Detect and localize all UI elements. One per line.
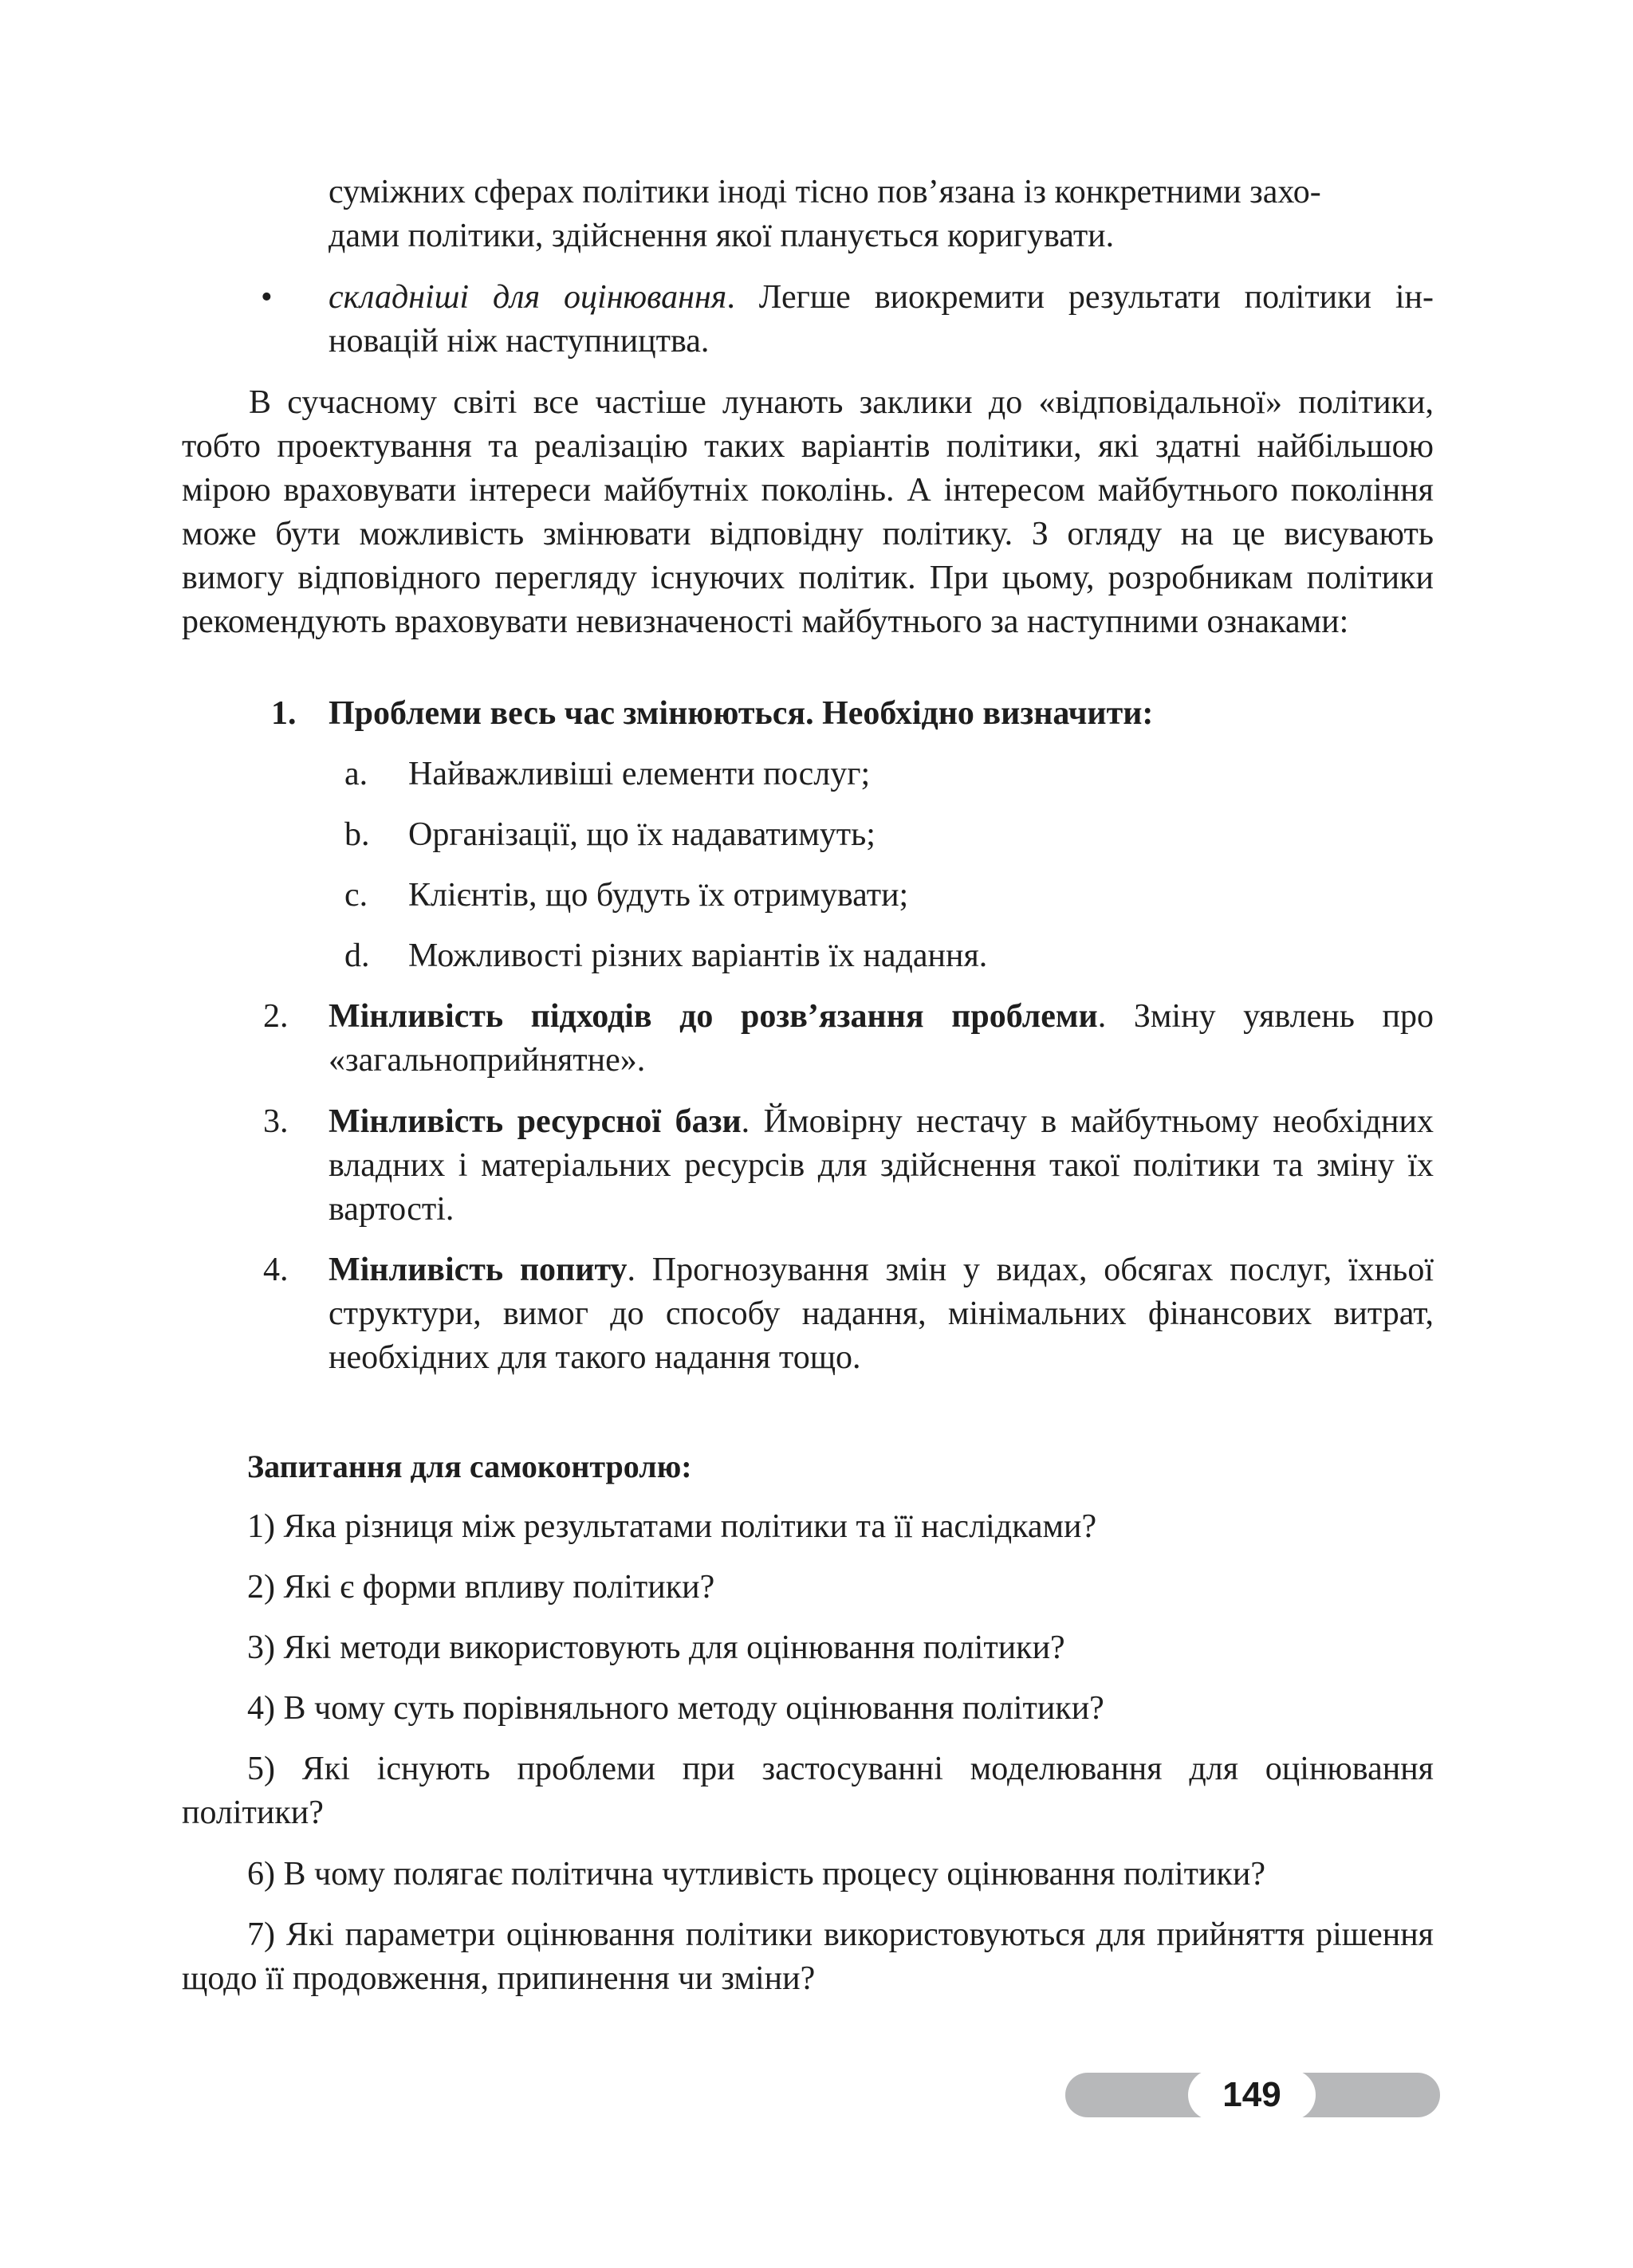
question-7: 7) Які параметри оцінювання політики використовуються для прийняття рішення щодо її продовження, припинення чи зміни? (182, 1916, 1434, 1997)
continuation-line-2: дами політики, здійснення якої планується коригувати. (329, 218, 1115, 254)
sub-letter-a: a. (344, 756, 368, 792)
list-item-3-rest: . Ймовірну нестачу в майбутньому необхідних владних і матеріальних ресурсів для здійснення такої політики та зміну їх вартості. (329, 1103, 1434, 1228)
sub-letter-b: b. (344, 816, 370, 853)
bullet-item-text (329, 276, 1434, 364)
question-4: 4) В чому суть порівняльного методу оцінювання політики? (247, 1690, 1104, 1727)
sub-item-a: Найважливіші елементи послуг; (408, 756, 871, 792)
question-3: 3) Які методи використовують для оцінювання політики? (247, 1629, 1065, 1666)
bullet-italic-term: складніші для оцінювання (329, 279, 727, 316)
bullet-rest-text: . Легше виокремити результати політики ін-новацій ніж наступництва. (329, 279, 1434, 360)
continuation-text (329, 171, 1434, 258)
list-number-2: 2. (263, 998, 289, 1035)
sub-item-b: Організації, що їх надаватимуть; (408, 816, 876, 853)
question-5: 5) Які існують проблеми при застосуванні моделювання для оцінювання політики? (182, 1751, 1434, 1831)
sub-item-c: Клієнтів, що будуть їх отримувати; (408, 877, 909, 914)
questions-heading: Запитання для самоконтролю: (247, 1448, 692, 1484)
list-item-4-text (329, 1248, 1434, 1380)
sub-letter-d: d. (344, 937, 370, 974)
list-number-1: 1. (271, 695, 297, 732)
list-item-1-text (329, 692, 1434, 736)
continuation-line-1: суміжних сферах політики іноді тісно пов’язана із конкретними захо- (329, 174, 1321, 210)
question-6: 6) В чому полягає політична чутливість процесу оцінювання політики? (247, 1856, 1265, 1893)
question-2: 2) Які є форми впливу політики? (247, 1569, 715, 1606)
body-paragraph: В сучасному світі все частіше лунають заклики до «відповідальної» політики, тобто проектування та реалізацію таких варіантів політики, які здатні найбільшою мірою враховувати інтереси майбутніх поколінь. А інтересом майбутнього покоління може бути можливість змінювати відповідну політику. З огляду на це висувають вимогу відповідного перегляду існуючих політик. При цьому, розробникам політики рекомендують враховувати невизначеності майбутнього за наступними ознаками: (182, 384, 1434, 640)
list-item-4-bold: Мінливість попиту (329, 1252, 628, 1288)
bullet-symbol: • (261, 279, 273, 316)
list-item-2-bold: Мінливість підходів до розв’язання проблеми (329, 998, 1098, 1035)
list-item-3-bold: Мінливість ресурсної бази (329, 1103, 742, 1140)
list-number-4: 4. (263, 1252, 289, 1288)
list-item-2-text (329, 995, 1434, 1083)
list-item-3-text (329, 1100, 1434, 1232)
sub-item-d: Можливості різних варіантів їх надання. (408, 937, 988, 974)
sub-letter-c: c. (344, 877, 368, 914)
list-item-1-bold: Проблеми весь час змінюються. Необхідно визначити: (329, 695, 1154, 732)
question-1: 1) Яка різниця між результатами політики та її наслідками? (247, 1508, 1097, 1545)
page-number: 149 (1188, 2070, 1316, 2121)
list-item-4-rest: . Прогнозування змін у видах, обсягах послуг, їхньої структури, вимог до способу надання, мінімальних фінансових витрат, необхідних для такого надання тощо. (329, 1252, 1434, 1376)
list-number-3: 3. (263, 1103, 289, 1140)
list-item-2-rest: . Зміну уявлень про «загальноприйнятне». (329, 998, 1434, 1079)
